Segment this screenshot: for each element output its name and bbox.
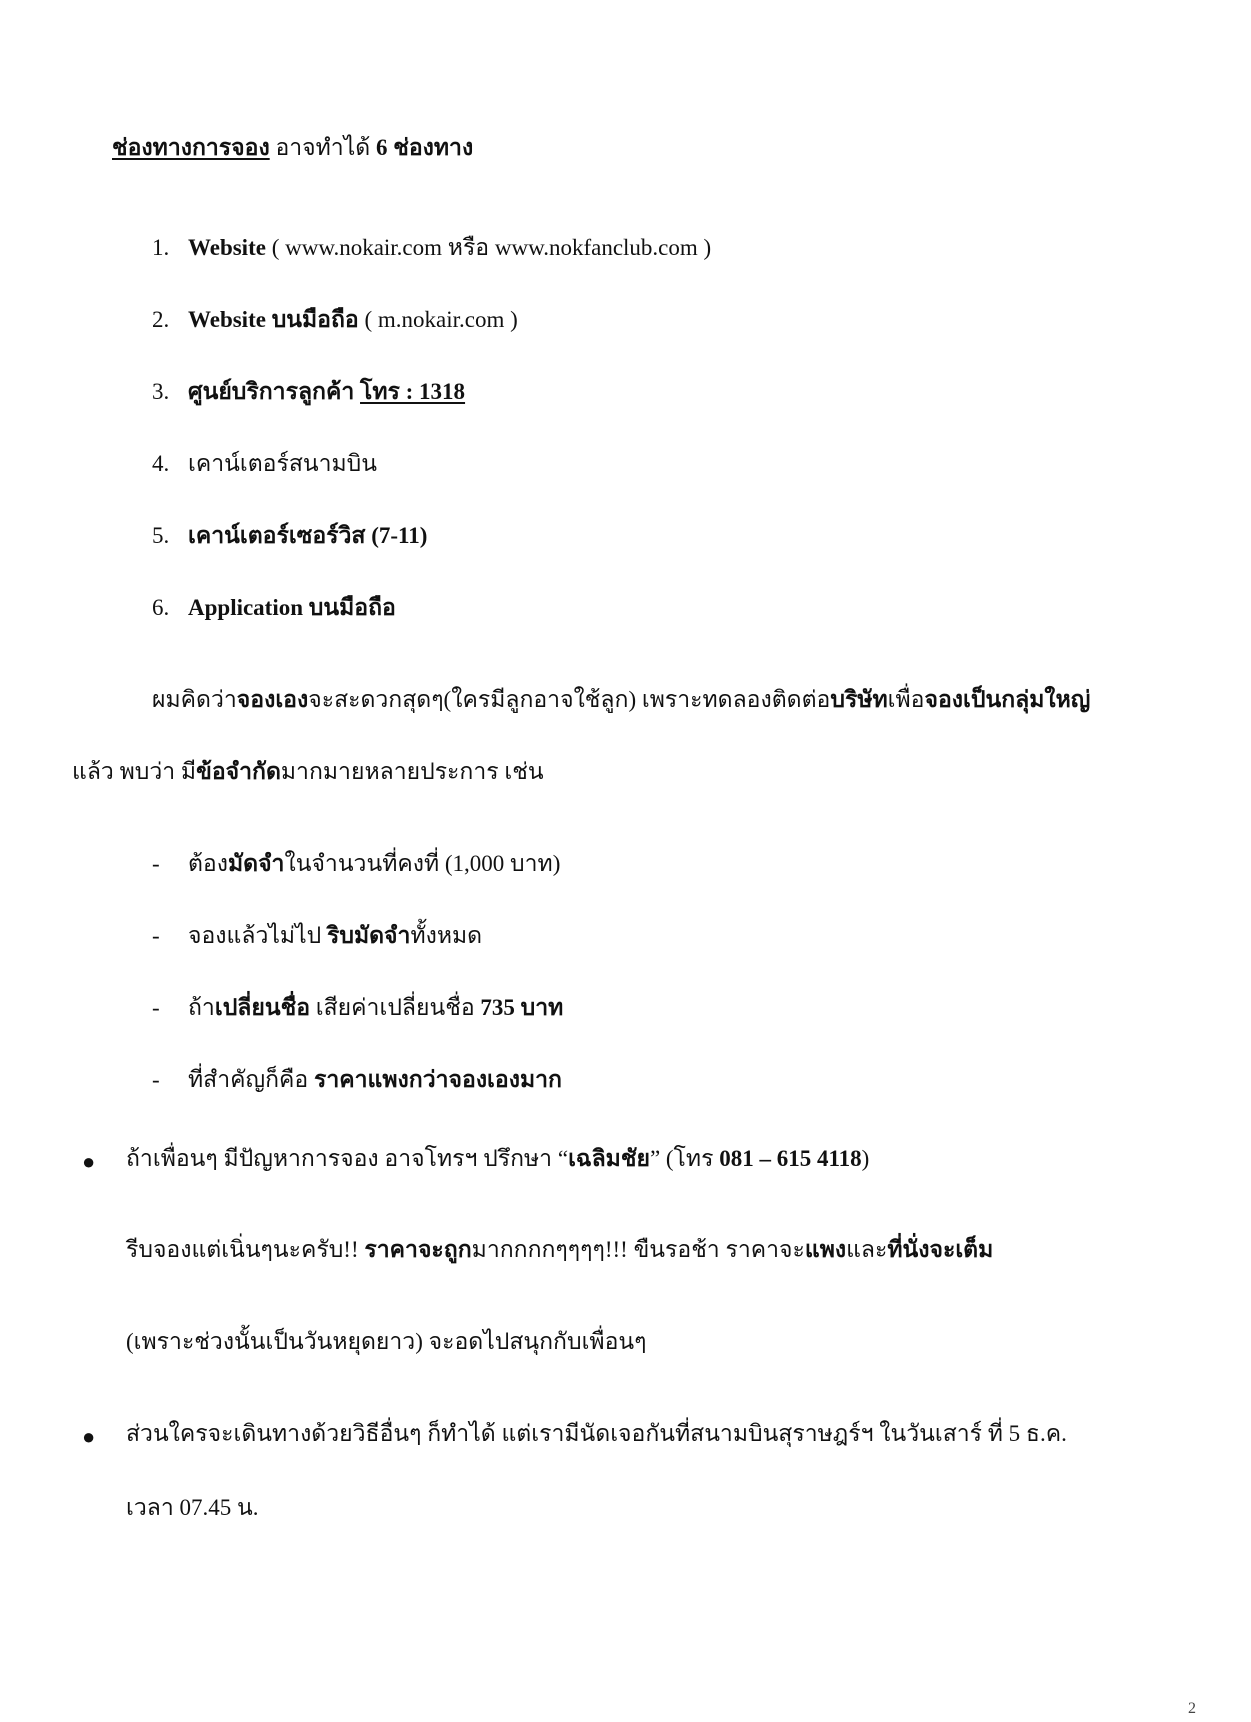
hurry-line-1: [126, 1238, 993, 1261]
channel-item-4: [152, 452, 377, 475]
opinion-line-1: [152, 688, 1090, 711]
limit-text: ถ้า: [188, 995, 215, 1020]
hurry-text: รีบจองแต่เนิ่นๆนะครับ!!: [126, 1237, 365, 1262]
heading-rest-b: ช่องทาง: [387, 135, 474, 160]
limit-item-1: [152, 852, 560, 875]
channel-label: เคาน์เตอร์สนามบิน: [188, 451, 378, 476]
channel-number: 2.: [152, 307, 170, 332]
hurry-line-2: [126, 1330, 647, 1353]
channel-number: 6.: [152, 595, 170, 620]
travel-line-2: [126, 1496, 259, 1519]
limit-item-2: [152, 924, 482, 947]
opinion-text: จะสะดวกสุดๆ(ใครมีลูกอาจใช้ลูก) เพราะทดลองติดต่อ: [308, 687, 831, 712]
opinion-text: เพื่อ: [887, 687, 925, 712]
opinion-text: แล้ว พบว่า มี: [72, 759, 197, 784]
channel-label: เคาน์เตอร์เซอร์วิส (7-11): [188, 523, 428, 548]
channel-item-6: [152, 596, 396, 619]
dash-marker: -: [152, 1067, 160, 1092]
opinion-line-2: [72, 760, 544, 783]
opinion-text: มากมายหลายประการ เช่น: [280, 759, 544, 784]
channel-item-2: [152, 308, 518, 331]
contact-phone: 081 – 615 4118: [719, 1146, 862, 1171]
hurry-bold: ที่นั่งจะเต็ม: [887, 1237, 994, 1262]
limit-bold: 735 บาท: [480, 995, 564, 1020]
channel-phone: โทร : 1318: [360, 379, 466, 404]
dash-marker: -: [152, 851, 160, 876]
bullet-icon: ●: [82, 1424, 96, 1449]
channel-item-5: [152, 524, 427, 547]
channel-detail: ( m.nokair.com ): [358, 307, 518, 332]
hurry-text: (เพราะช่วงนั้นเป็นวันหยุดยาว) จะอดไปสนุกกับเพื่อนๆ: [126, 1329, 647, 1354]
channel-number: 3.: [152, 379, 170, 404]
hurry-bold: แพง: [804, 1237, 847, 1262]
channel-number: 5.: [152, 523, 170, 548]
contact-line: [126, 1147, 869, 1170]
dash-marker: -: [152, 995, 160, 1020]
contact-text: ): [861, 1146, 870, 1171]
opinion-bold: จองเป็นกลุ่มใหญ่: [924, 687, 1091, 712]
heading-title: ช่องทางการจอง: [112, 135, 270, 160]
heading-count: 6: [375, 135, 388, 160]
channel-item-1: [152, 236, 711, 259]
heading-rest-a: อาจทำได้: [269, 135, 376, 160]
travel-time: เวลา 07.45 น.: [126, 1495, 259, 1520]
limit-bold: ริบมัดจำ: [327, 923, 411, 948]
contact-text: ถ้าเพื่อนๆ มีปัญหาการจอง อาจโทรฯ ปรึกษา “: [126, 1146, 569, 1171]
limit-bold: เปลี่ยนชื่อ: [214, 995, 311, 1020]
heading: [112, 136, 473, 159]
page-number: 2: [1188, 1700, 1196, 1717]
channel-item-3: [152, 380, 465, 403]
channel-number: 1.: [152, 235, 170, 260]
opinion-bold: บริษัท: [830, 687, 888, 712]
limit-item-3: [152, 996, 563, 1019]
limit-text: ที่สำคัญก็คือ: [188, 1067, 314, 1092]
travel-text: ส่วนใครจะเดินทางด้วยวิธีอื่นๆ ก็ทำได้ แต่เรามีนัดเจอกันที่สนามบินสุราษฎร์ฯ ในวันเสาร์ ที่ 5 ธ.ค.: [126, 1421, 1067, 1446]
channel-label: Application บนมือถือ: [188, 595, 396, 620]
hurry-text: และ: [846, 1237, 888, 1262]
opinion-bold: ข้อจำกัด: [196, 759, 281, 784]
limit-text: ในจำนวนที่คงที่ (1,000 บาท): [284, 851, 561, 876]
limit-text: เสียค่าเปลี่ยนชื่อ: [310, 995, 481, 1020]
travel-line-1: [126, 1422, 1067, 1445]
bullet-icon: ●: [82, 1149, 96, 1174]
dash-marker: -: [152, 923, 160, 948]
limit-text: จองแล้วไม่ไป: [188, 923, 327, 948]
channel-label: Website บนมือถือ: [188, 307, 359, 332]
contact-text: ” (โทร: [649, 1146, 720, 1171]
channel-label: ศูนย์บริการลูกค้า: [188, 379, 361, 404]
channel-number: 4.: [152, 451, 170, 476]
opinion-text: ผมคิดว่า: [152, 687, 237, 712]
limit-bold: ราคาแพงกว่าจองเองมาก: [313, 1067, 562, 1092]
contact-name: เฉลิมชัย: [568, 1146, 650, 1171]
opinion-bold: จองเอง: [236, 687, 309, 712]
hurry-bold: ราคาจะถูก: [364, 1237, 472, 1262]
limit-text: ต้อง: [188, 851, 228, 876]
channel-detail: ( www.nokair.com หรือ www.nokfanclub.com ): [265, 235, 712, 260]
hurry-text: มากกกกๆๆๆๆ!!! ขืนรอช้า ราคาจะ: [471, 1237, 805, 1262]
limit-bold: มัดจำ: [227, 851, 285, 876]
channel-label: Website: [188, 235, 266, 260]
limit-text: ทั้งหมด: [410, 923, 483, 948]
limit-item-4: [152, 1068, 562, 1091]
